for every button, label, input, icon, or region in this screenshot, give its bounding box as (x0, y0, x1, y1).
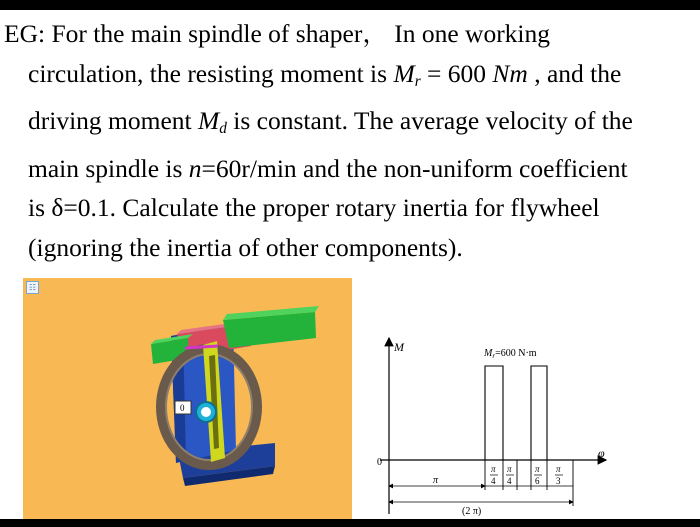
fraction-pi-over-6 (534, 464, 542, 486)
image-placeholder-icon: ☷ (26, 281, 39, 294)
svg-text:π: π (535, 464, 540, 474)
moment-diagram (360, 328, 620, 520)
problem-line-5 (4, 188, 696, 228)
svg-text:π: π (556, 464, 561, 474)
driving-moment-subscript: d (219, 120, 227, 137)
fraction-pi-over-3 (555, 464, 563, 486)
problem-line-4 (4, 149, 696, 189)
svg-text:π: π (491, 464, 496, 474)
pi-label: π (433, 475, 439, 486)
bottom-bar (0, 519, 700, 527)
pulse-label: $M_r=600$ N·m (484, 348, 537, 360)
y-axis-label: M (394, 340, 404, 354)
resisting-moment-value: = 600 (420, 58, 493, 88)
resisting-moment-unit: Nm (492, 58, 528, 88)
pulse-2 (531, 366, 547, 460)
shaper-mechanism-illustration (23, 278, 352, 520)
svg-text:4: 4 (491, 476, 496, 486)
problem-line-4-text-a: main spindle is (28, 153, 189, 183)
period-label: (2 π) (462, 506, 482, 517)
problem-line-3-text-a: driving moment (28, 106, 198, 135)
problem-line-3-text-b: is constant. The average velocity of the (226, 106, 633, 135)
problem-line-2-text-c: , and the (527, 58, 622, 88)
problem-line-2-text-a: circulation, the resisting moment is (28, 58, 394, 88)
speed-symbol: n (188, 153, 202, 183)
shaper-mechanism-figure (23, 278, 352, 520)
problem-line-3 (4, 101, 696, 149)
pulse-1 (485, 366, 503, 460)
problem-line-5-text: is δ=0.1. Calculate the proper rotary inertia for flywheel (28, 193, 600, 222)
svg-text:3: 3 (556, 476, 561, 486)
moment-diagram-svg (360, 328, 620, 520)
svg-text:π: π (507, 464, 512, 474)
problem-line-4-text-b: =60r/min and the non-uniform coefficient (201, 153, 628, 183)
driving-moment-symbol: M (197, 106, 220, 135)
slot-label: 0 (180, 403, 185, 413)
top-bar (0, 0, 700, 10)
problem-statement (4, 14, 696, 267)
svg-text:6: 6 (535, 476, 540, 486)
problem-line-6-text: (ignoring the inertia of other components). (28, 232, 463, 262)
problem-line-2 (4, 54, 696, 102)
x-axis-label: φ (598, 446, 605, 460)
resisting-moment-subscript: r (414, 72, 421, 90)
problem-line-1 (4, 14, 696, 54)
fraction-pi-over-4-a (490, 464, 498, 486)
fraction-pi-over-4-b (506, 464, 514, 486)
resisting-moment-symbol: M (393, 58, 415, 88)
svg-text:4: 4 (507, 476, 512, 486)
problem-line-1-text: EG: For the main spindle of shaper， In one working (4, 19, 551, 48)
origin-label: 0 (377, 457, 382, 468)
problem-line-6 (4, 228, 696, 268)
